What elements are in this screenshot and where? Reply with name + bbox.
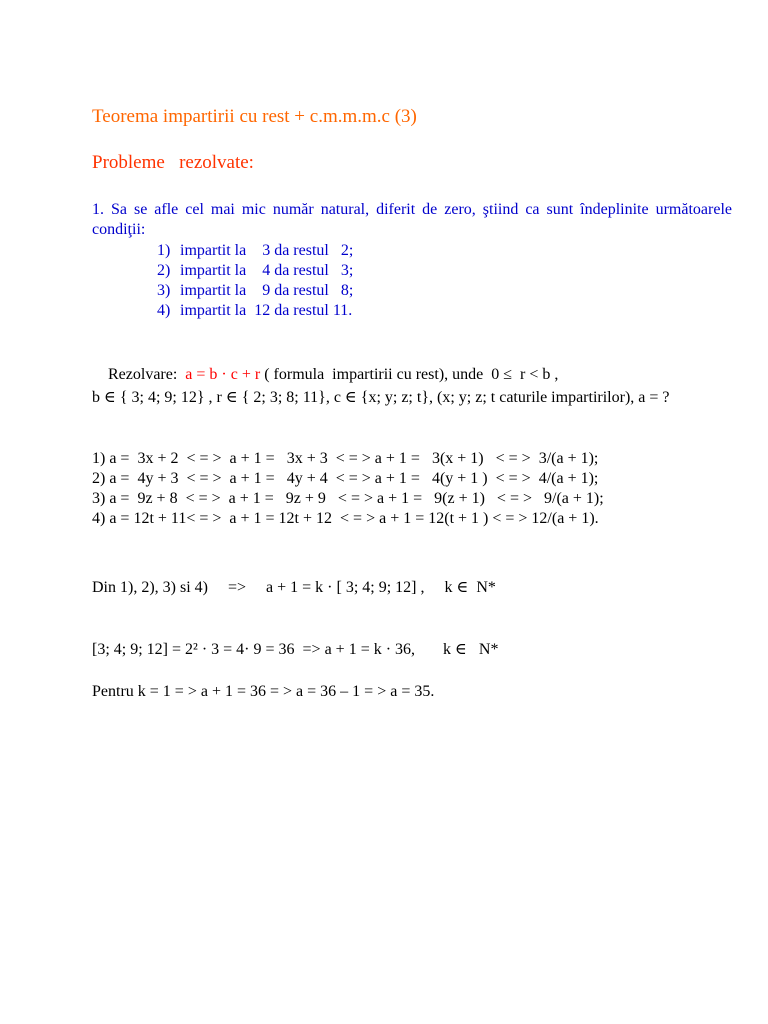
lcm-line: [3; 4; 9; 12] = 2² · 3 = 4· 9 = 36 => a + 1 = k · 36, k ∈ N* (92, 641, 499, 658)
division-formula: a = b · c + r (185, 366, 261, 383)
equation-line: 3) a = 9z + 8 < = > a + 1 = 9z + 9 < = > a + 1 = 9(z + 1) < = > 9/(a + 1); (92, 490, 604, 507)
condition-item (157, 241, 353, 261)
equations-block (92, 449, 604, 529)
document-title: Teorema impartirii cu rest + c.m.m.m.c (3) (92, 106, 417, 127)
condition-text: impartit la 12 da restul 11. (180, 302, 353, 319)
equation-line: 4) a = 12t + 11< = > a + 1 = 12t + 12 < = > a + 1 = 12(t + 1 ) < = > 12/(a + 1). (92, 510, 599, 527)
condition-number: 4) (157, 302, 171, 319)
formula-explanation: ( formula impartirii cu rest), unde 0 ≤ r < b , (260, 366, 559, 383)
sets-line: b ∈ { 3; 4; 9; 12} , r ∈ { 2; 3; 8; 11}, c ∈ {x; y; z; t}, (x; y; z; t caturile impartirilor), a = ? (92, 389, 670, 406)
condition-number: 2) (157, 262, 171, 279)
condition-item (157, 281, 353, 301)
conclusion-line: Din 1), 2), 3) si 4) => a + 1 = k · [ 3; 4; 9; 12] , k ∈ N* (92, 579, 496, 596)
equation-line: 1) a = 3x + 2 < = > a + 1 = 3x + 3 < = > a + 1 = 3(x + 1) < = > 3/(a + 1); (92, 450, 599, 467)
condition-item (157, 301, 353, 321)
equation-line: 2) a = 4y + 3 < = > a + 1 = 4y + 4 < = > a + 1 = 4(y + 1 ) < = > 4/(a + 1); (92, 470, 599, 487)
condition-item (157, 261, 353, 281)
conditions-list (157, 241, 353, 321)
condition-text: impartit la 9 da restul 8; (180, 282, 354, 299)
problem-statement: 1. Sa se afle cel mai mic număr natural, diferit de zero, ştiind ca sunt îndeplinite următoarele condiţii: (92, 201, 732, 238)
condition-number: 3) (157, 282, 171, 299)
condition-text: impartit la 4 da restul 3; (180, 262, 354, 279)
condition-number: 1) (157, 242, 171, 259)
section-heading: Probleme rezolvate: (92, 152, 254, 173)
rezolvare-label: Rezolvare: (108, 366, 186, 383)
condition-text: impartit la 3 da restul 2; (180, 242, 354, 259)
final-answer-line: Pentru k = 1 = > a + 1 = 36 = > a = 36 – 1 = > a = 35. (92, 683, 435, 700)
